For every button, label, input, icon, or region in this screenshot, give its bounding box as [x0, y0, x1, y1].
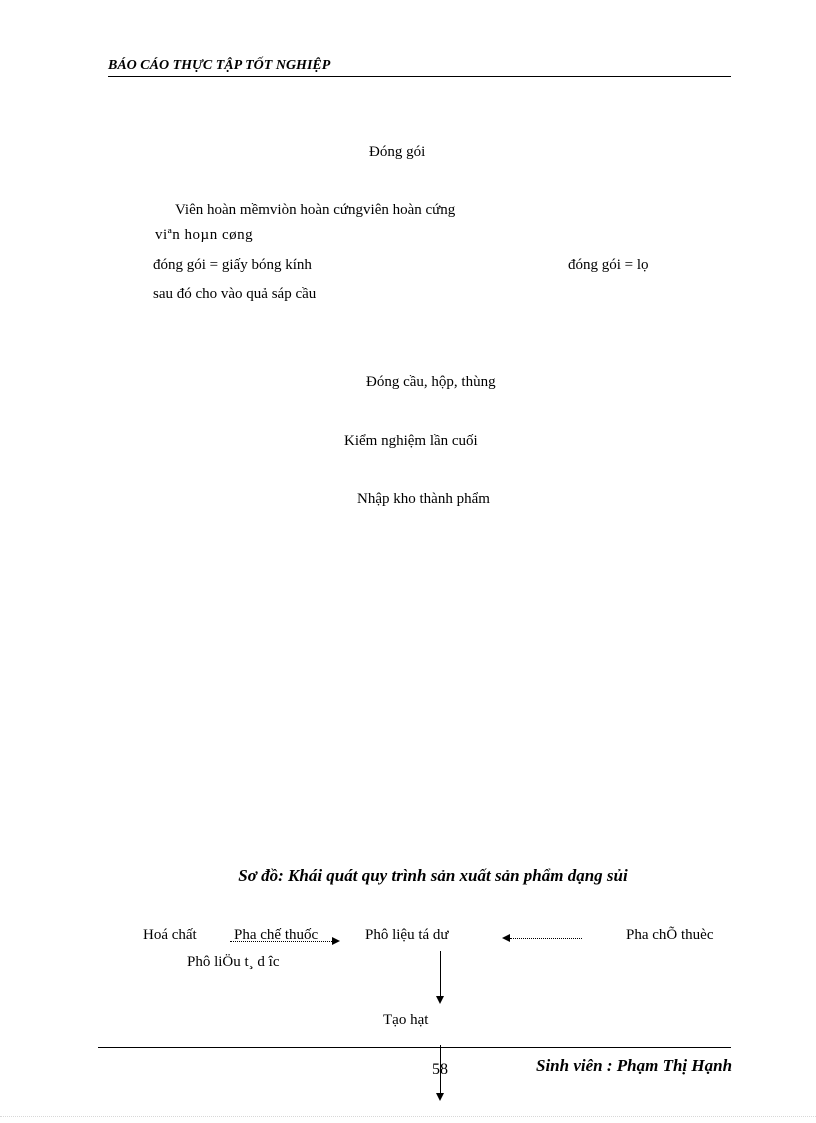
- node-drug-prep-right: Pha chÕ thuèc: [626, 927, 714, 943]
- flow-line-1: [440, 951, 441, 997]
- page-number: 58: [432, 1061, 448, 1078]
- arrow-down-icon: [436, 996, 444, 1004]
- packing-paper-label: đóng gói = giấy bóng kính: [153, 257, 312, 273]
- node-drug-prep: Pha chế thuốc: [234, 927, 319, 943]
- step-packing: Đóng gói: [369, 144, 426, 160]
- packing-jar-label: đóng gói = lọ: [568, 257, 649, 273]
- footer-rule: [98, 1047, 731, 1048]
- diagram-title: Sơ đồ: Khái quát quy trình sản xuất sản phẩm dạng sủi: [238, 866, 628, 885]
- node-excipients: Phô liệu tá dư: [365, 927, 449, 943]
- step-final-test: Kiểm nghiệm lần cuối: [344, 433, 478, 449]
- step-warehouse: Nhập kho thành phẩm: [357, 491, 490, 507]
- connector-dotted-left: [230, 941, 332, 942]
- student-name: Sinh viên : Phạm Thị Hạnh: [536, 1056, 733, 1075]
- then-wax-label: sau đó cho vào quả sáp cầu: [153, 286, 317, 302]
- node-granulation: Tạo hạt: [383, 1012, 429, 1028]
- connector-dotted-right: [510, 938, 582, 939]
- branch-line-1: Viên hoàn mềmviòn hoàn cứngviên hoàn cứng: [175, 202, 456, 218]
- arrow-left-icon: [502, 934, 510, 942]
- node-excipients-dry: Phô liÖu t¸ d îc: [187, 954, 280, 970]
- branch-line-2: viªn hoµn cøng: [155, 227, 254, 243]
- node-chemicals: Hoá chất: [143, 927, 197, 943]
- header-rule: [108, 76, 731, 77]
- step-boxing: Đóng cầu, hộp, thùng: [366, 374, 496, 390]
- arrow-right-icon: [332, 937, 340, 945]
- report-header-title: BÁO CÁO THỰC TẬP TỐT NGHIỆP: [108, 58, 331, 73]
- bottom-dotted-border: [0, 1116, 816, 1117]
- arrow-down-icon: [436, 1093, 444, 1101]
